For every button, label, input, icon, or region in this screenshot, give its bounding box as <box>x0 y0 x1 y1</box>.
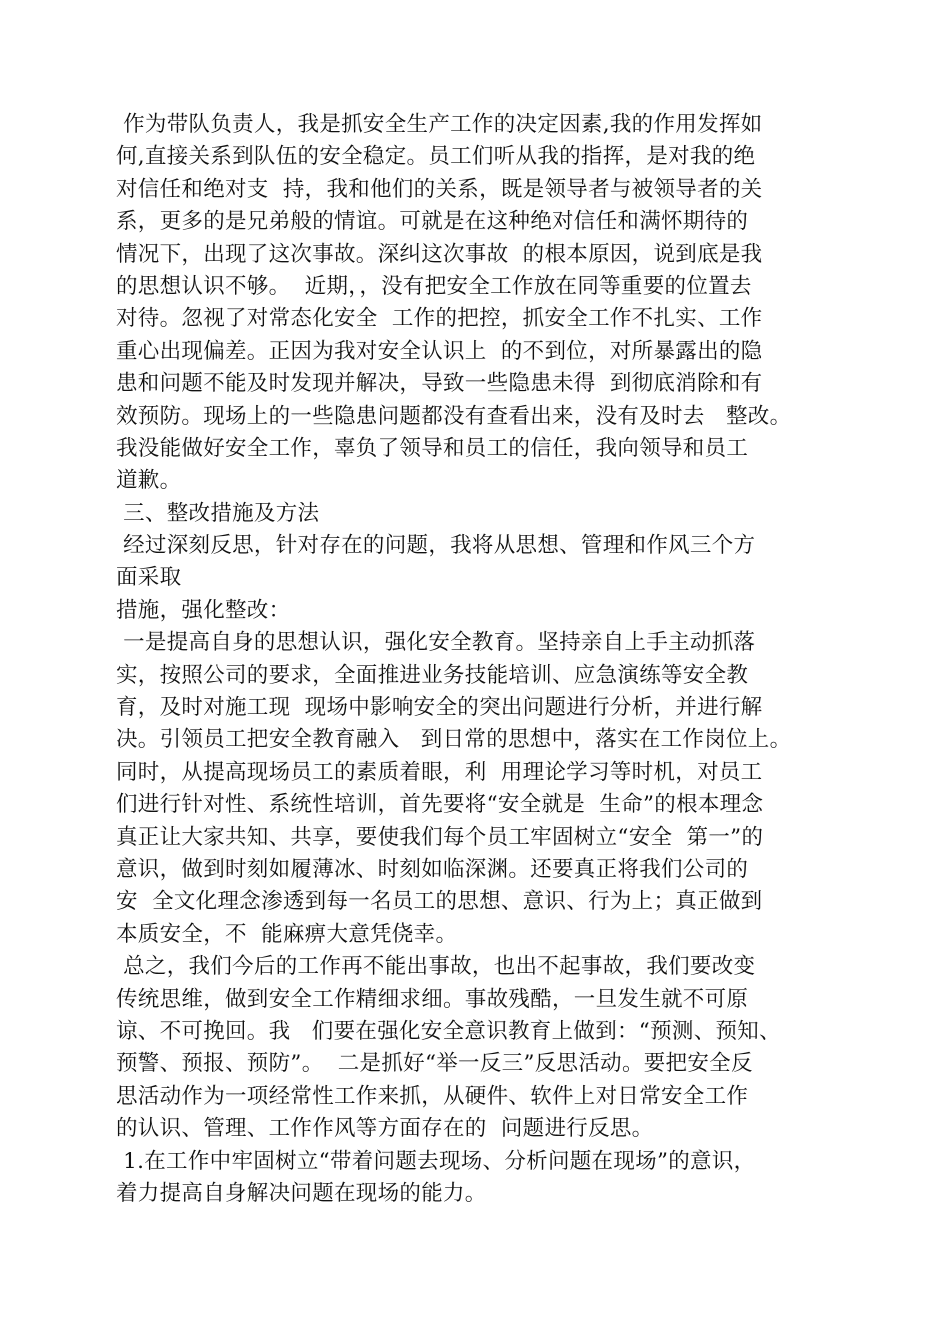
text-line: 的认识、管理、工作作风等方面存在的 问题进行反思。 <box>116 1116 654 1142</box>
text-line: 真正让大家共知、共享，要使我们每个员工牢固树立“安全 第一”的 <box>116 824 764 850</box>
text-line: 一是提高自身的思想认识，强化安全教育。坚持亲自上手主动抓落 <box>116 630 756 656</box>
text-line: 对信任和绝对支 持，我和他们的关系，既是领导者与被领导者的关 <box>116 176 763 202</box>
text-line: 决。引领员工把安全教育融入 到日常的思想中，落实在工作岗位上。 <box>116 727 792 753</box>
text-line: 对待。忽视了对常态化安全 工作的把控，抓安全工作不扎实、工作 <box>116 306 763 332</box>
text-line: 总之，我们今后的工作再不能出事故，也出不起事故，我们要改变 <box>116 954 756 980</box>
text-line: 预警、预报、预防”。 二是抓好“举一反三”反思活动。要把安全反 <box>116 1051 753 1077</box>
text-line: 道歉。 <box>116 468 182 494</box>
text-line: 的思想认识不够。 近期，，没有把安全工作放在同等重要的位置去 <box>116 273 752 299</box>
text-line: 重心出现偏差。正因为我对安全认识上 的不到位，对所暴露出的隐 <box>116 338 763 364</box>
text-line: 措施，强化整改： <box>116 597 291 623</box>
text-line: 意识，做到时刻如履薄冰、时刻如临深渊。还要真正将我们公司的 <box>116 856 749 882</box>
text-line: 系，更多的是兄弟般的情谊。可就是在这种绝对信任和满怀期待的 <box>116 209 749 235</box>
text-line: 传统思维，做到安全工作精细求细。事故残酷，一旦发生就不可原 <box>116 986 749 1012</box>
text-line: 同时，从提高现场员工的素质着眼，利 用理论学习等时机，对员工 <box>116 759 763 785</box>
text-line: 效预防。现场上的一些隐患问题都没有查看出来，没有及时去 整改。 <box>116 403 792 429</box>
text-line: 谅、不可挽回。我 们要在强化安全意识教育上做到：“预测、预知、 <box>116 1018 781 1044</box>
text-line: 作为带队负责人，我是抓安全生产工作的决定因素,我的作用发挥如 <box>116 112 763 137</box>
document-body <box>116 109 856 1210</box>
text-line: 育，及时对施工现 现场中影响安全的突出问题进行分析，并进行解 <box>116 695 763 721</box>
text-line: 思活动作为一项经常性工作来抓，从硬件、软件上对日常安全工作 <box>116 1083 749 1109</box>
text-line: 何,直接关系到队伍的安全稳定。员工们听从我的指挥，是对我的绝 <box>116 144 756 170</box>
text-line: 经过深刻反思，针对存在的问题，我将从思想、管理和作风三个方 <box>116 533 756 559</box>
text-line: 我没能做好安全工作，辜负了领导和员工的信任，我向领导和员工 <box>116 435 749 461</box>
text-line: 安 全文化理念渗透到每一名员工的思想、意识、行为上；真正做到 <box>116 889 763 915</box>
text-line: 本质安全，不 能麻痹大意凭侥幸。 <box>116 921 458 947</box>
text-line: 情况下，出现了这次事故。深纠这次事故 的根本原因，说到底是我 <box>116 241 763 267</box>
text-line: 们进行针对性、系统性培训，首先要将“安全就是 生命”的根本理念 <box>116 792 764 818</box>
text-line: 着力提高自身解决问题在现场的能力。 <box>116 1180 487 1206</box>
text-line: 实，按照公司的要求，全面推进业务技能培训、应急演练等安全教 <box>116 662 749 688</box>
text-line: 面采取 <box>116 565 182 591</box>
list-item-line: 1.在工作中牢固树立“带着问题去现场、分析问题在现场”的意识， <box>116 1148 756 1174</box>
text-line: 患和问题不能及时发现并解决，导致一些隐患未得 到彻底消除和有 <box>116 371 763 397</box>
section-heading: 三、整改措施及方法 <box>116 500 320 526</box>
